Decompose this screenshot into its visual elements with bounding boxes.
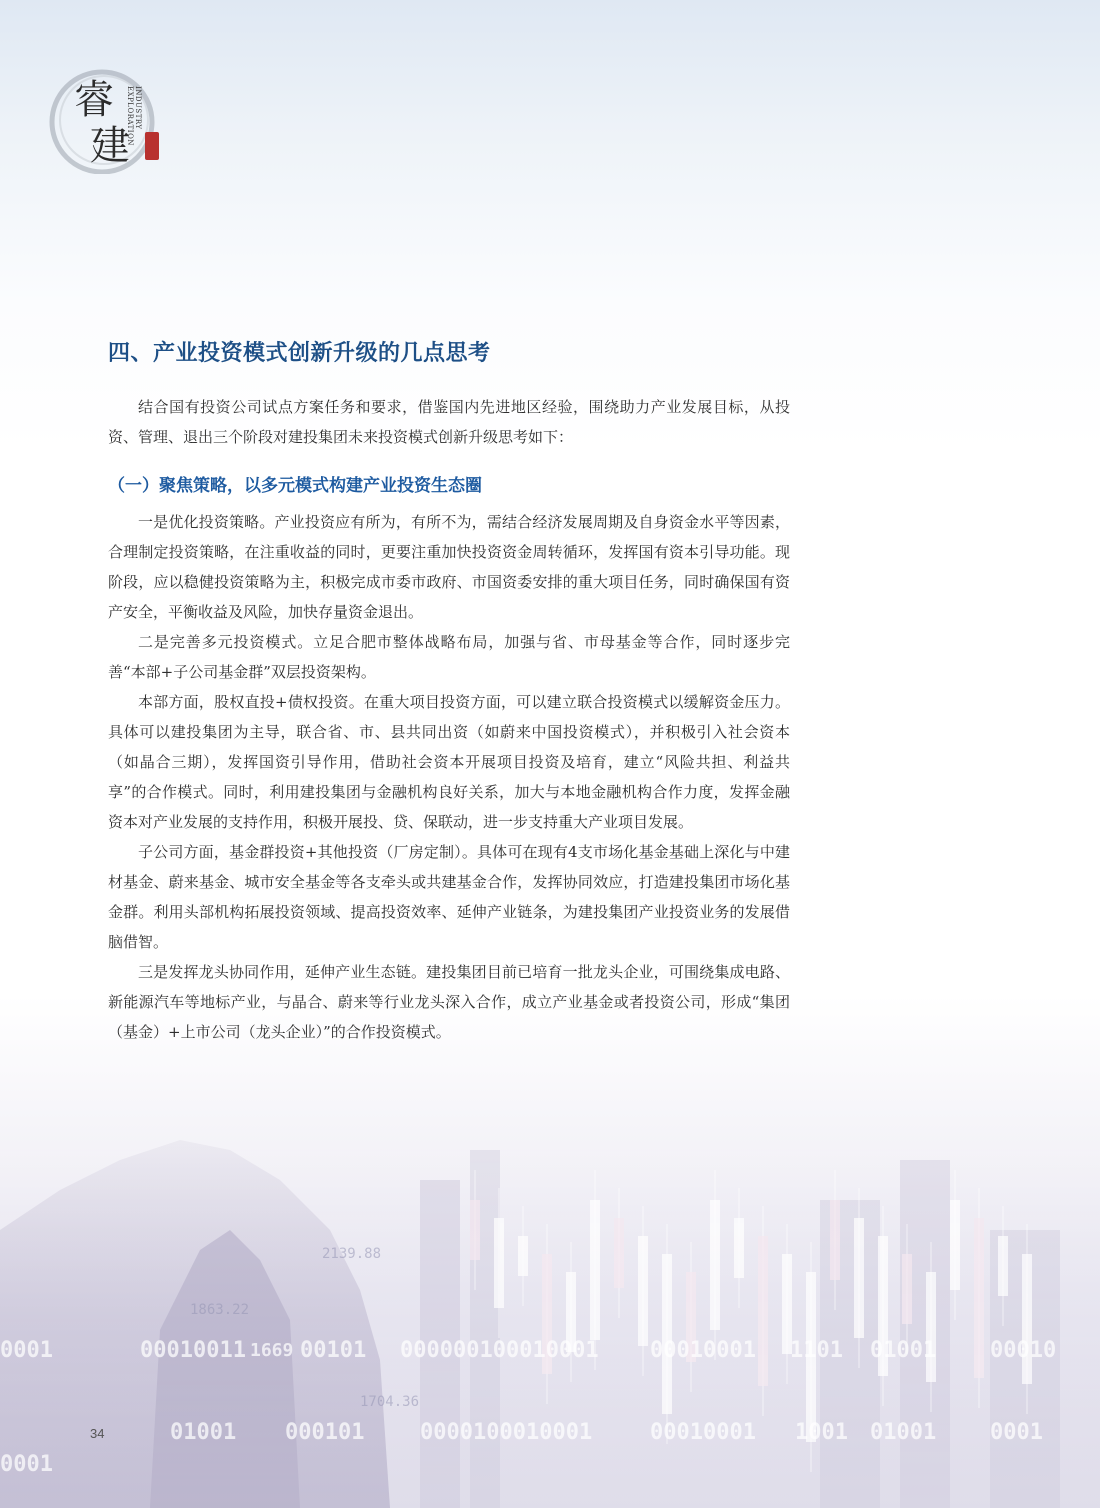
logo-char: 睿 [74, 77, 114, 123]
ticker-number: 1863.22 [190, 1302, 250, 1318]
ticker-text: 00010001 [650, 1420, 756, 1445]
article-body [108, 338, 790, 1047]
ticker-text: 000000100010001 [400, 1338, 599, 1363]
ticker-number: 2139.88 [322, 1246, 382, 1262]
body-paragraph: 本部方面，股权直投+债权投资。在重大项目投资方面，可以建立联合投资模式以缓解资金压力。具体可以建投集团为主导，联合省、市、县共同出资（如蔚来中国投资模式），并积极引入社会资本（如晶合三期），发挥国资引导作用，借助社会资本开展项目投资及培育，建立“风险共担、利益共享”的合作模式。同时，利用建投集团与金融机构良好关系，加大与本地金融机构合作力度，发挥金融资本对产业发展的支持作用，积极开展投、贷、保联动，进一步支持重大产业项目发展。 [108, 693, 790, 831]
intro-paragraph: 结合国有投资公司试点方案任务和要求，借鉴国内先进地区经验，围绕助力产业发展目标，从投资、管理、退出三个阶段对建投集团未来投资模式创新升级思考如下： [108, 398, 790, 446]
ticker-text: 00010 [990, 1338, 1057, 1363]
ticker-text: 00010001 [650, 1338, 756, 1363]
body-paragraph: 一是优化投资策略。产业投资应有所为，有所不为，需结合经济发展周期及自身资金水平等因素，合理制定投资策略，在注重收益的同时，更要注重加快投资资金周转循环，发挥国有资本引导功能。现阶段，应以稳健投资策略为主，积极完成市委市政府、市国资委安排的重大项目任务，同时确保国有资产安全，平衡收益及风险，加快存量资金退出。 [108, 513, 790, 621]
red-seal-icon [145, 132, 159, 160]
section-title: 四、产业投资模式创新升级的几点思考 [108, 341, 491, 366]
intro-block [108, 392, 790, 452]
ticker-text: 01001 [870, 1420, 937, 1445]
body-paragraph: 三是发挥龙头协同作用，延伸产业生态链。建投集团目前已培育一批龙头企业，可围绕集成电路、新能源汽车等地标产业，与晶合、蔚来等行业龙头深入合作，成立产业基金或者投资公司，形成“集团（基金）+上市公司（龙头企业）”的合作投资模式。 [108, 963, 790, 1041]
ticker-text: 1669 [250, 1340, 294, 1361]
body-paragraph: 子公司方面，基金群投资+其他投资（厂房定制）。具体可在现有4支市场化基金基础上深化与中建材基金、蔚来基金、城市安全基金等各支牵头或共建基金合作，发挥协同效应，打造建投集团市场化基金群。利用头部机构拓展投资领域、提高投资效率、延伸产业链条，为建投集团产业投资业务的发展借脑借智。 [108, 843, 790, 951]
page-number: 34 [90, 1426, 105, 1441]
ticker-text: 00101 [300, 1338, 367, 1363]
ticker-text: 01001 [170, 1420, 237, 1445]
brand-logo [44, 44, 174, 174]
logo-char: 建 [90, 123, 130, 169]
ticker-text: 1101 [790, 1338, 843, 1363]
subsection-title: （一）聚焦策略，以多元模式构建产业投资生态圈 [108, 476, 482, 496]
ticker-text: 0001 [990, 1420, 1043, 1445]
ticker-text: 01001 [870, 1338, 937, 1363]
body-paragraph: 二是完善多元投资模式。立足合肥市整体战略布局，加强与省、市母基金等合作，同时逐步完善“本部+子公司基金群”双层投资架构。 [108, 633, 790, 681]
ticker-text: 00010011 [140, 1338, 246, 1363]
ticker-text: 0001 [0, 1452, 53, 1477]
logo-subtitle: INDUSTRY EXPLORATION [126, 86, 142, 146]
ticker-text: 1001 [795, 1420, 848, 1445]
ticker-text: 000101 [285, 1420, 365, 1445]
ticker-text: 0000100010001 [420, 1420, 593, 1445]
ticker-text: 0001 [0, 1338, 53, 1363]
ticker-number: 1704.36 [360, 1394, 420, 1410]
